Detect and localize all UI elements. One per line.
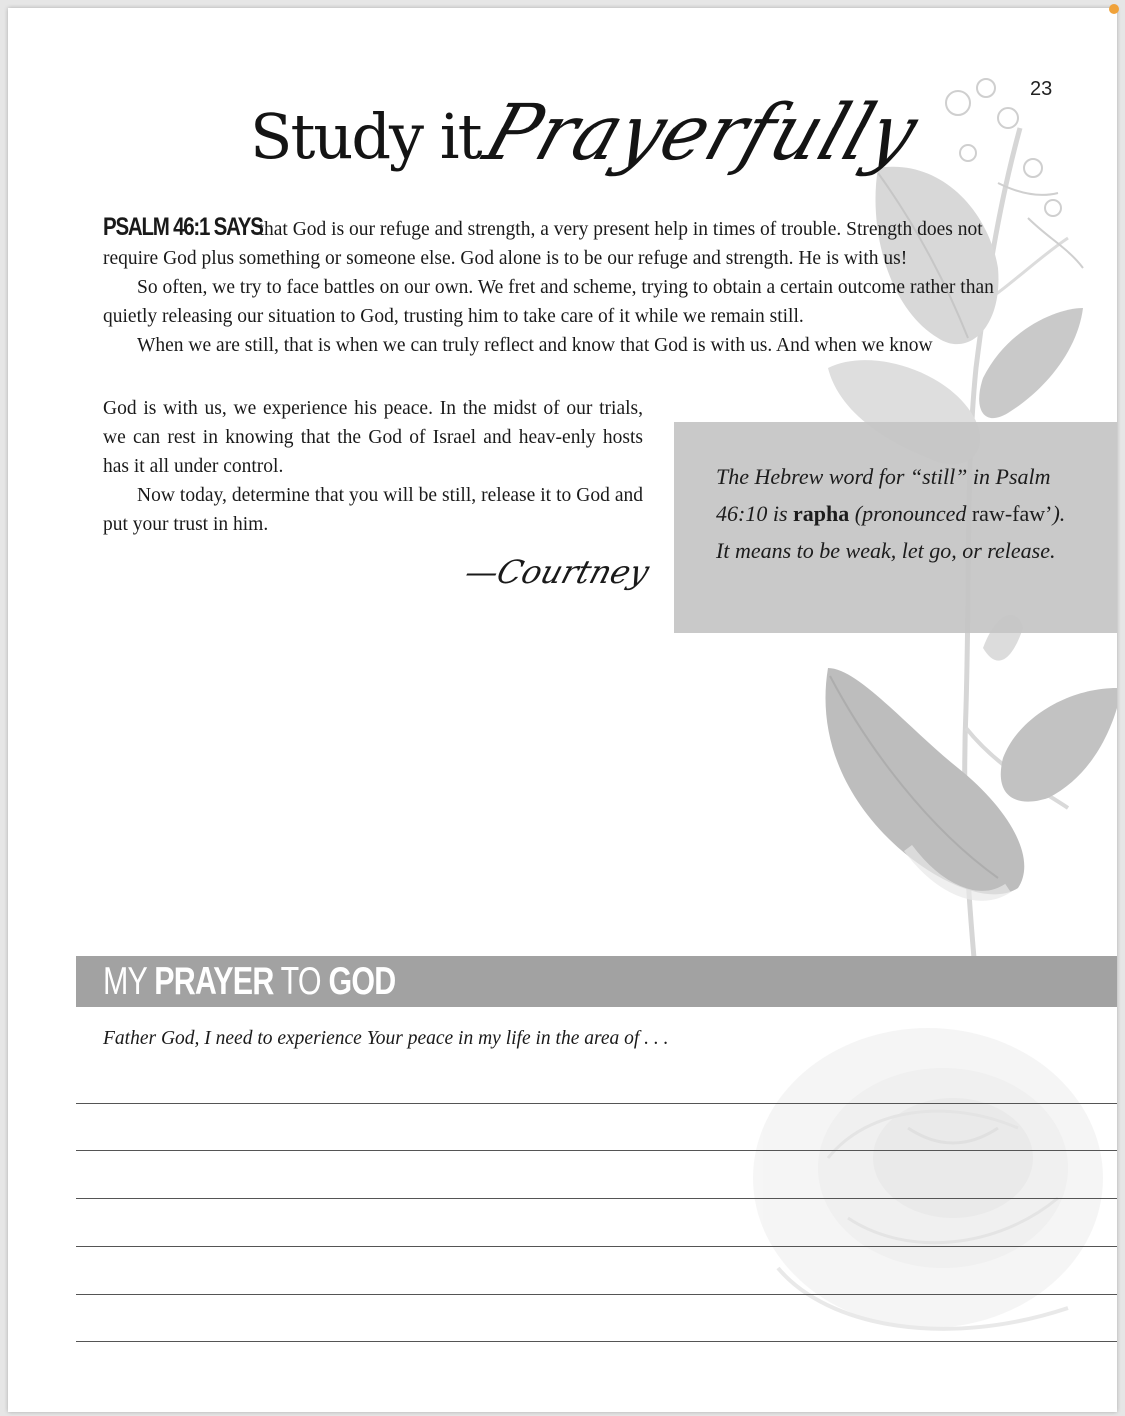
title-main: Study it xyxy=(250,100,481,173)
writing-line[interactable] xyxy=(76,1341,1117,1342)
paragraph-3-rest: God is with us, we experience his peace. In the midst of our trials, we can rest in knowing that the God of Israel and heav-enly hosts has it all under control. xyxy=(103,398,643,477)
paragraph-2: So often, we try to face battles on our own. We fret and scheme, trying to obtain a certain outcome rather than quietly releasing our situation to God, trusting him to take care of it while we remain still. xyxy=(103,277,994,327)
lead-in: PSALM 46:1 SAYS xyxy=(103,213,263,241)
callout-text xyxy=(716,458,1076,569)
callout-part-3: ). It means to be weak, let go, or release. xyxy=(716,501,1066,563)
callout-part-2: (pronounced xyxy=(854,501,967,526)
journal-page xyxy=(8,8,1117,1412)
callout-box xyxy=(674,422,1117,633)
callout-pronunciation: raw-faw’ xyxy=(971,501,1053,526)
prayer-section-header xyxy=(76,956,1117,1007)
corner-indicator-dot xyxy=(1109,4,1119,14)
paragraph-4: Now today, determine that you will be still, release it to God and put your trust in him. xyxy=(103,485,643,535)
prayer-heading xyxy=(103,960,395,1004)
devotional-body-narrow xyxy=(103,394,643,539)
heading-to: TO xyxy=(280,960,321,1003)
writing-line[interactable] xyxy=(76,1294,1117,1295)
writing-line[interactable] xyxy=(76,1246,1117,1247)
page-title xyxy=(250,87,929,179)
writing-line[interactable] xyxy=(76,1150,1117,1151)
title-script: Prayerfully xyxy=(473,87,929,179)
writing-line[interactable] xyxy=(76,1103,1117,1104)
heading-my: MY xyxy=(103,960,147,1003)
page-number: 23 xyxy=(1030,78,1053,100)
callout-part-1: The Hebrew word for “still” in Psalm 46:10 is xyxy=(716,464,1051,526)
heading-god: GOD xyxy=(328,960,396,1003)
devotional-body xyxy=(103,213,1015,360)
writing-line[interactable] xyxy=(76,1198,1117,1199)
signature: —Courtney xyxy=(460,553,654,591)
callout-highlight: rapha xyxy=(793,501,850,526)
paragraph-1 xyxy=(103,213,1015,273)
prayer-prompt: Father God, I need to experience Your peace in my life in the area of . . . xyxy=(103,1028,669,1049)
heading-prayer: PRAYER xyxy=(154,960,274,1003)
paragraph-3-start: When we are still, that is when we can truly reflect and know that God is with us. And when we know xyxy=(137,335,933,356)
paragraph-1-text: that God is our refuge and strength, a very present help in times of trouble. Strength does not require God plus something or someone else. God alone is to be our refuge and strength. He is with us! xyxy=(103,219,983,269)
